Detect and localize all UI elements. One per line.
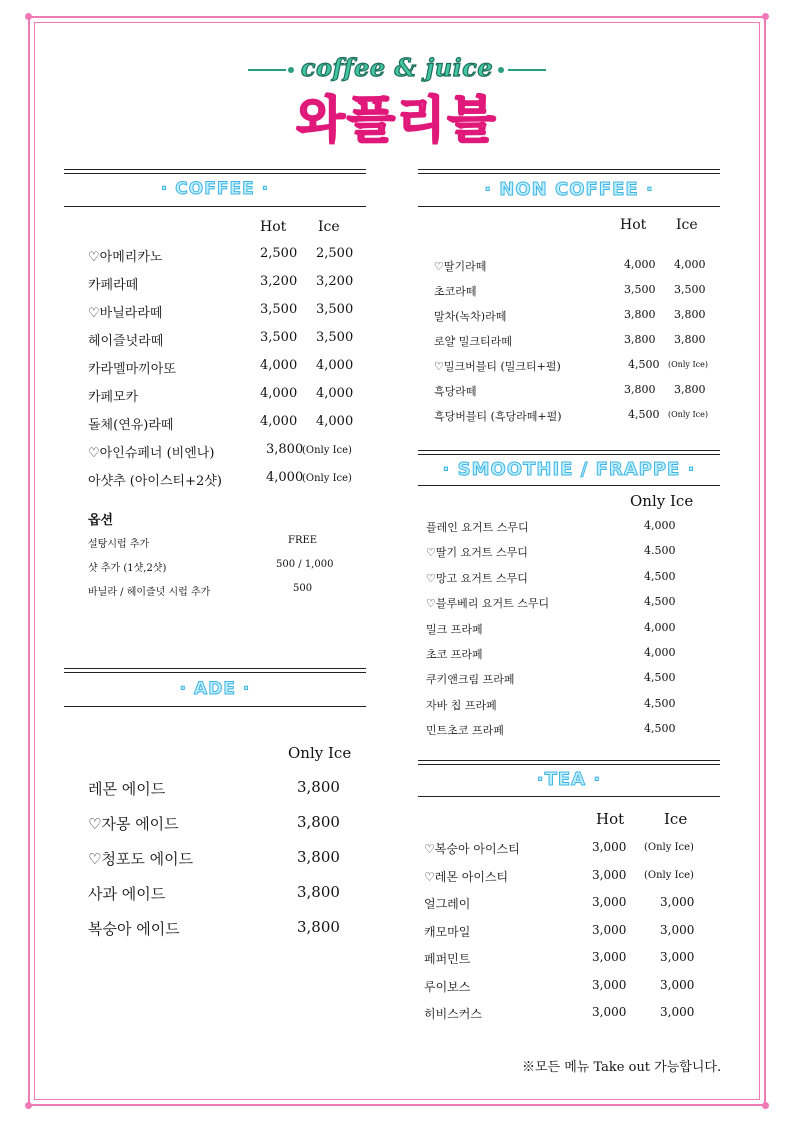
option-name: 바닐라 / 헤이즐넛 시럽 추가 — [88, 587, 211, 598]
non-coffee-item-name: 말차(녹차)라떼 — [434, 310, 507, 323]
section-rule — [418, 169, 720, 170]
coffee-item-ice: 4,000 — [316, 414, 354, 429]
ade-item-price: 3,800 — [297, 778, 340, 796]
non-coffee-item-note: (Only Ice) — [668, 360, 708, 369]
non-coffee-item-ice: 3,500 — [674, 283, 706, 296]
section-rule — [418, 206, 720, 207]
tea-col-ice: Ice — [664, 810, 688, 828]
non-coffee-item-hot: 3,800 — [624, 383, 656, 396]
options-title: 옵션 — [88, 513, 114, 528]
coffee-item-hot: 3,500 — [260, 330, 298, 345]
non-coffee-item-name: 흑당버블티 (흑당라떼+펄) — [434, 410, 562, 423]
tea-item-hot: 3,000 — [592, 840, 627, 854]
ade-col-only-ice: Only Ice — [288, 744, 352, 762]
smoothie-item-price: 4,500 — [644, 696, 676, 710]
coffee-item-name: 헤이즐넛라떼 — [88, 334, 164, 349]
smoothie-item-name: ♡블루베리 요거트 스무디 — [426, 597, 550, 611]
tea-item-name: 루이보스 — [424, 979, 471, 994]
brand-subtitle: coffee & juice — [300, 53, 494, 82]
ade-item-name: 사과 에이드 — [88, 885, 166, 903]
smoothie-col-only-ice: Only Ice — [630, 492, 694, 510]
smoothie-item-price: 4,500 — [644, 569, 676, 583]
coffee-item-ice: 3,500 — [316, 330, 354, 345]
ade-section-title: · ADE · — [179, 679, 251, 699]
smoothie-item-name: ♡딸기 요거트 스무디 — [426, 546, 528, 560]
tea-item-ice: 3,000 — [660, 977, 695, 992]
section-rule — [64, 173, 366, 174]
non-coffee-item-name: 초코라떼 — [434, 285, 477, 298]
smoothie-item-price: 4,500 — [644, 595, 676, 609]
tea-item-hot: 3,000 — [592, 895, 627, 909]
smoothie-item-name: 민트초코 프라페 — [426, 724, 504, 738]
coffee-item-ice: 2,500 — [316, 246, 354, 261]
non-coffee-item-name: ♡딸기라떼 — [434, 260, 487, 273]
non-coffee-item-hot: 3,800 — [624, 308, 656, 321]
tea-item-name: 얼그레이 — [424, 897, 471, 911]
coffee-item-price: 3,800 — [266, 442, 304, 457]
coffee-item-ice: 3,200 — [316, 274, 354, 289]
coffee-item-hot: 4,000 — [260, 386, 298, 401]
coffee-item-name: 아샷추 (아이스티+2샷) — [88, 474, 222, 489]
smoothie-item-name: 밀크 프라페 — [426, 622, 483, 636]
coffee-item-ice: 3,500 — [316, 302, 354, 317]
non-coffee-item-ice: 3,800 — [674, 383, 706, 396]
coffee-item-name: 돌체(연유)라떼 — [88, 418, 174, 433]
section-rule — [64, 206, 366, 207]
tea-item-name: ♡복숭아 아이스티 — [424, 842, 520, 856]
option-price: 500 / 1,000 — [276, 559, 334, 570]
coffee-item-hot: 4,000 — [260, 414, 298, 429]
coffee-col-ice: Ice — [318, 219, 340, 235]
tea-item-name: 캐모마일 — [424, 924, 471, 939]
coffee-item-hot: 3,200 — [260, 274, 298, 289]
non-coffee-col-ice: Ice — [676, 217, 698, 233]
tea-col-hot: Hot — [596, 810, 625, 828]
coffee-item-name: ♡바닐라라떼 — [88, 306, 163, 321]
tea-item-name: 페퍼민트 — [424, 952, 471, 966]
option-name: 샷 추가 (1샷,2샷) — [88, 563, 167, 574]
corner-dot — [762, 13, 769, 20]
section-rule — [418, 764, 720, 765]
non-coffee-item-ice: 4,000 — [674, 258, 706, 271]
smoothie-item-price: 4,000 — [644, 620, 676, 634]
non-coffee-item-ice: 3,800 — [674, 308, 706, 321]
takeout-note: ※모든 메뉴 Take out 가능합니다. — [522, 1060, 722, 1075]
coffee-item-name: 카페라떼 — [88, 278, 139, 293]
non-coffee-item-name: ♡밀크버블티 (밀크티+펄) — [434, 360, 561, 373]
tea-item-hot: 3,000 — [592, 1005, 627, 1019]
non-coffee-item-price: 4,500 — [628, 358, 660, 371]
tea-item-name: ♡레몬 아이스티 — [424, 869, 509, 884]
coffee-section-title: · COFFEE · — [160, 179, 270, 199]
brand-title: 와플리블 — [296, 91, 498, 149]
coffee-col-hot: Hot — [260, 219, 287, 235]
tea-item-ice: (Only Ice) — [644, 869, 694, 881]
tea-item-name: 히비스커스 — [424, 1007, 482, 1021]
coffee-item-hot: 2,500 — [260, 246, 298, 261]
section-rule — [418, 485, 720, 486]
coffee-item-hot: 4,000 — [260, 358, 298, 373]
corner-dot — [25, 1102, 32, 1109]
tea-item-ice: 3,000 — [660, 950, 695, 964]
logo-line-right — [508, 69, 546, 71]
ade-item-price: 3,800 — [297, 918, 340, 936]
section-rule — [418, 760, 720, 761]
non-coffee-item-ice: 3,800 — [674, 333, 706, 346]
tea-item-ice: 3,000 — [660, 895, 695, 909]
smoothie-item-price: 4,500 — [644, 671, 676, 685]
smoothie-item-name: 쿠키앤크림 프라페 — [426, 673, 515, 687]
non-coffee-item-price: 4,500 — [628, 408, 660, 421]
section-rule — [418, 796, 720, 797]
smoothie-item-price: 4.500 — [644, 544, 676, 558]
tea-item-ice: (Only Ice) — [644, 842, 694, 853]
coffee-item-note: (Only Ice) — [302, 473, 352, 484]
smoothie-item-name: 플레인 요거트 스무디 — [426, 521, 529, 534]
coffee-item-name: ♡아메리카노 — [88, 250, 163, 265]
tea-item-ice: 3,000 — [660, 922, 695, 937]
section-rule — [418, 450, 720, 451]
non-coffee-col-hot: Hot — [620, 217, 647, 233]
non-coffee-item-hot: 3,800 — [624, 333, 656, 346]
smoothie-item-name: 초코 프라페 — [426, 648, 483, 661]
non-coffee-item-name: 흑당라떼 — [434, 385, 477, 398]
coffee-item-note: (Only Ice) — [302, 445, 352, 456]
section-rule — [418, 173, 720, 174]
logo-dot — [288, 67, 294, 73]
tea-section-title: ·TEA · — [536, 769, 602, 790]
ade-item-name: 레몬 에이드 — [88, 780, 166, 798]
coffee-item-name: ♡아인슈페너 (비엔나) — [88, 446, 215, 461]
smoothie-item-price: 4,500 — [644, 722, 676, 736]
corner-dot — [762, 1102, 769, 1109]
smoothie-item-name: ♡망고 요거트 스무디 — [426, 571, 528, 585]
smoothie-item-price: 4,000 — [644, 519, 676, 532]
section-rule — [64, 672, 366, 673]
ade-item-price: 3,800 — [297, 813, 340, 831]
coffee-item-price: 4,000 — [266, 470, 304, 485]
tea-item-hot: 3,000 — [592, 977, 627, 992]
non-coffee-item-hot: 3,500 — [624, 283, 656, 296]
non-coffee-section-title: · NON COFFEE · — [484, 179, 654, 200]
coffee-item-hot: 3,500 — [260, 302, 298, 317]
logo-line-left — [248, 69, 286, 71]
ade-item-name: ♡청포도 에이드 — [88, 850, 194, 868]
section-rule — [64, 706, 366, 707]
ade-item-name: ♡자몽 에이드 — [88, 815, 179, 833]
section-rule — [64, 668, 366, 669]
smoothie-section-title: · SMOOTHIE / FRAPPE · — [442, 459, 696, 480]
coffee-item-ice: 4,000 — [316, 386, 354, 401]
coffee-item-name: 카페모카 — [88, 390, 139, 405]
ade-item-name: 복숭아 에이드 — [88, 920, 180, 938]
coffee-item-name: 카라멜마끼아또 — [88, 362, 176, 377]
coffee-item-ice: 4,000 — [316, 358, 354, 373]
option-name: 설탕시럽 추가 — [88, 539, 150, 550]
tea-item-hot: 3,000 — [592, 950, 627, 964]
ade-item-price: 3,800 — [297, 883, 340, 901]
ade-item-price: 3,800 — [297, 848, 340, 866]
option-price: 500 — [293, 583, 313, 594]
smoothie-item-name: 자바 칩 프라페 — [426, 698, 497, 712]
non-coffee-item-note: (Only Ice) — [668, 410, 708, 419]
option-price: FREE — [288, 535, 318, 546]
tea-item-hot: 3,000 — [592, 867, 627, 882]
non-coffee-item-hot: 4,000 — [624, 258, 656, 271]
smoothie-item-price: 4,000 — [644, 646, 676, 659]
section-rule — [64, 169, 366, 170]
non-coffee-item-name: 로얄 밀크티라떼 — [434, 335, 512, 348]
tea-item-hot: 3,000 — [592, 922, 627, 937]
corner-dot — [25, 13, 32, 20]
tea-item-ice: 3,000 — [660, 1005, 695, 1019]
section-rule — [418, 454, 720, 455]
logo-dot — [498, 67, 504, 73]
